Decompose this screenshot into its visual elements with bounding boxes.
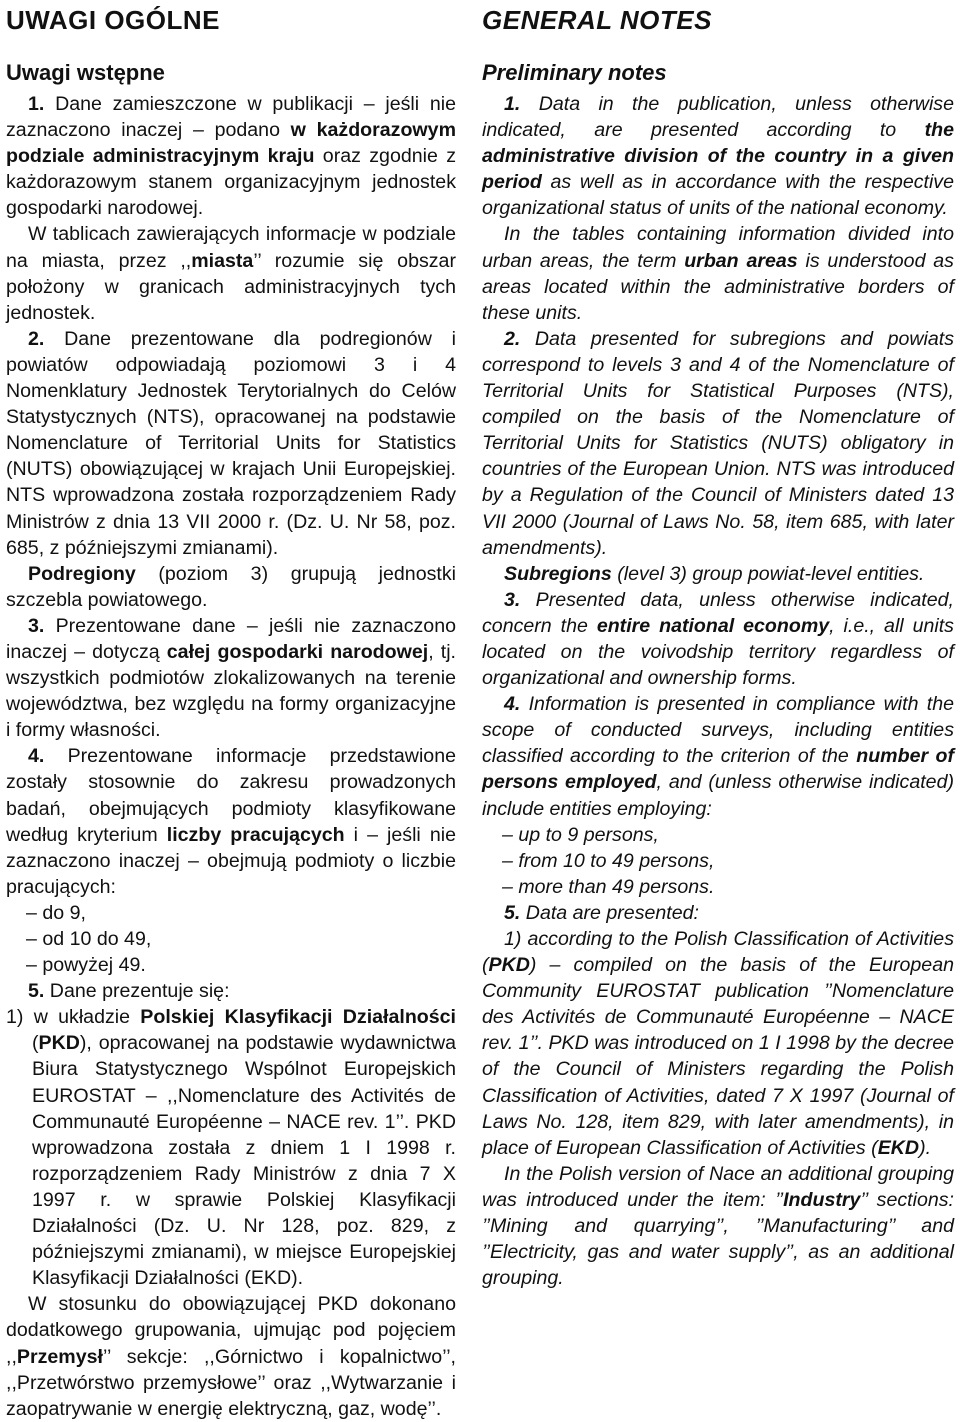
paragraph-1b-pl: W tablicach zawierających informacje w podziale na miasta, przez ,,miasta’’ rozumie się obszar położony w granicach administracyjnych tych jednostek. — [6, 223, 456, 324]
paragraph-5-1-pl: 1) w układzie Polskiej Klasyfikacji Działalności (PKD), opracowanej na podstawie wydawnictwa Biura Statystycznego Wspólnot Europejskich EUROSTAT – ,,Nomenclature des Activités de Communauté Européenne – NACE rev. 1’’. PKD wprowadzona została z dniem 1 I 1998 r. rozporządzeniem Rady Ministrów z dnia 7 X 1997 r. w sprawie Polskiej Klasyfikacji Działalności (Dz. U. Nr 128, poz. 829, z późniejszymi zmianami), w miejsce Europejskiej Klasyfikacji Działalności (EKD). — [6, 1006, 456, 1290]
paragraph-2b-pl: Podregiony (poziom 3) grupują jednostki szczebla powiatowego. — [6, 562, 456, 611]
section-title-pl: UWAGI OGÓLNE — [6, 5, 220, 35]
polish-column — [6, 0, 456, 1422]
section-title-en: GENERAL NOTES — [482, 5, 712, 35]
paragraph-2b-en: Subregions (level 3) group powiat-level entities. — [504, 562, 925, 585]
list-item-pl: – powyżej 49. — [26, 954, 146, 977]
paragraph-2-en: 2. Data presented for subregions and powiats correspond to levels 3 and 4 of the Nomenclature of Territorial Units for Statistical Purposes (NTS), compiled on the basis of the Nomenclature of Territorial Units for Statistics (NUTS) obligatory in countries of the European Union. NTS was introduced by a Regulation of the Council of Ministers dated 13 VII 2000 (Journal of Laws No. 58, item 685, with later amendments). — [482, 327, 954, 559]
list-item-pl: – od 10 do 49, — [26, 928, 152, 950]
paragraph-1-pl: 1. Dane zamieszczone w publikacji – jeśli nie zaznaczono inaczej – podano w każdorazowym podziale administracyjnym kraju oraz zgodnie z każdorazowym stanem organizacyjnym jednostek gospodarki narodowej. — [6, 93, 456, 220]
subsection-title-pl: Uwagi wstępne — [6, 60, 165, 85]
paragraph-3-en: 3. Presented data, unless otherwise indicated, concern the entire national economy, i.e., all units located on the voivodship territory regardless of organizational and ownership forms. — [482, 588, 954, 690]
paragraph-1-en: 1. Data in the publication, unless otherwise indicated, are presented according to the administrative division of the country in a given period as well as in accordance with the respective organizational status of units of the national economy. — [482, 93, 954, 220]
paragraph-6-pl: W stosunku do obowiązującej PKD dokonano dodatkowego grupowania, ujmując pod pojęciem ,,Przemysł’’ sekcje: ,,Górnictwo i kopalnictwo’’, ,,Przetwórstwo przemysłowe’’ oraz ,,Wytwarzanie i zaopatrywanie w energię elektryczną, gaz, wodę’’. — [6, 1293, 456, 1420]
paragraph-4-en: 4. Information is presented in compliance with the scope of conducted surveys, including entities classified according to the criterion of the number of persons employed, and (unless otherwise indicated) include entities employing: — [482, 693, 955, 820]
paragraph-4-pl: 4. Prezentowane informacje przedstawione zostały stosownie do zakresu prowadzonych badań, obejmujących podmioty klasyfikowane według kryterium liczby pracujących i – jeśli nie zaznaczono inaczej – obejmują podmioty o liczbie pracujących: — [6, 745, 456, 898]
english-column — [482, 0, 954, 1291]
paragraph-1b-en: In the tables containing information divided into urban areas, the term urban areas is understood as areas located within the administrative borders of these units. — [482, 223, 954, 324]
paragraph-6-en: In the Polish version of Nace an additional grouping was introduced under the item: ’’Industry’’ sections: ’’Mining and quarrying’’, ’’Manufacturing’’ and ’’Electricity, gas and water supply’’, as an additional grouping. — [482, 1162, 954, 1290]
list-item-en: – from 10 to 49 persons, — [502, 849, 715, 872]
list-item-en: – up to 9 persons, — [502, 823, 659, 846]
paragraph-5-en: 5. Data are presented: — [504, 901, 699, 924]
subsection-title-en: Preliminary notes — [482, 60, 667, 85]
list-item-en: – more than 49 persons. — [502, 875, 715, 898]
paragraph-3-pl: 3. Prezentowane dane – jeśli nie zaznaczono inaczej – dotyczą całej gospodarki narodowej, tj. wszystkich podmiotów zlokalizowanych na terenie województwa, bez względu na formy organizacyjne i formy własności. — [6, 614, 456, 742]
paragraph-2-pl: 2. Dane prezentowane dla podregionów i powiatów odpowiadają poziomowi 3 i 4 Nomenklatury Jednostek Terytorialnych do Celów Statystycznych (NTS), opracowanej na podstawie Nomenclature of Territorial Units for Statistics (NUTS) obowiązującej w krajach Unii Europejskiej. NTS wprowadzona została rozporządzeniem Rady Ministrów z dnia 13 VII 2000 r. (Dz. U. Nr 58, poz. 685, z późniejszymi zmianami). — [6, 327, 456, 559]
paragraph-5-1-en: 1) according to the Polish Classification of Activities (PKD) – compiled on the basis of the European Community EUROSTAT publication ’’Nomenclature des Activités de Communauté Européenne – NACE rev. 1’’. PKD was introduced on 1 I 1998 by the decree of the Council of Ministers regarding the Polish Classification of Activities, dated 7 X 1997 (Journal of Laws No. 128, item 829, with later amendments), in place of European Classification of Activities (EKD). — [482, 928, 954, 1159]
list-item-pl: – do 9, — [26, 901, 86, 924]
paragraph-5-pl: 5. Dane prezentuje się: — [28, 980, 230, 1003]
